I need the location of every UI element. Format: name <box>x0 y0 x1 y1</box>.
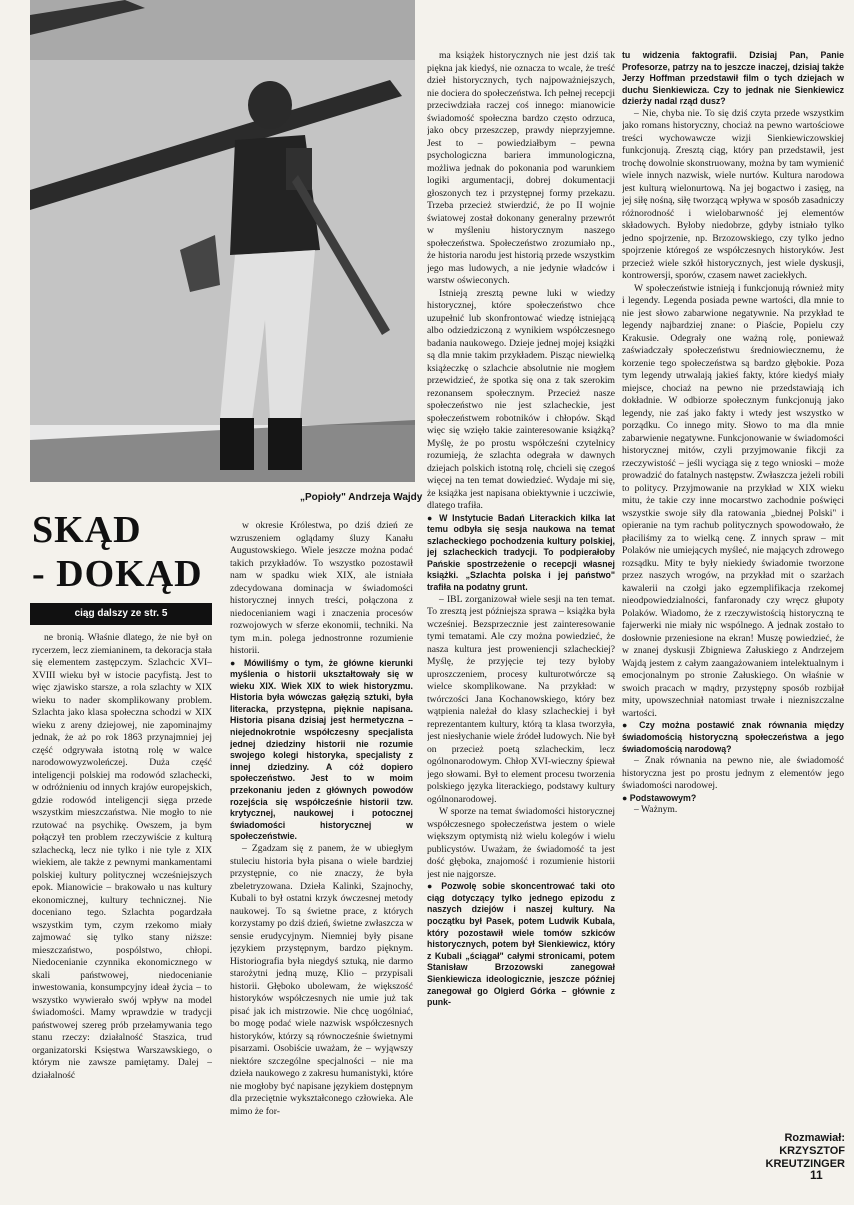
signature-name-1: KRZYSZTOF <box>779 1145 845 1157</box>
article-paragraph: – Zgadzam się z panem, że w ubiegłym stuleciu historia była pisana o wiele bardziej przystępnie, co nie znaczy, że była zbeletryzowana. Dzieła Kalinki, Szajnochy, Kubali to był ostatni krzyk ówczesnej metody naukowej. To są świetne prace, z których korzystamy po dziś dzień, świetne zwłaszcza w sensie erudycyjnym. Niemniej były pisane językiem przystępnym, bardzo pięknym. Historiografia była niegdyś sztuką, nie darmo starożytni jedną muzę, Klio – przypisali historii. Głęboko ubolewam, że większość historyków współczesnych nie umie już tak pisać jak ich mistrzowie. Nie chcę uogólniać, bo mogę podać wiele nazwisk współczesnych historyków, którzy są równocześnie świetnymi pisarzami. Osobiście uważam, że – wyjąwszy niektóre szczególne specjalności – nie ma dzieła naukowego z zakresu humanistyki, które nie mogłoby być napisane językiem dostępnym dla przeciętnie wykształconego człowieka. Ale mimo że for- <box>230 843 413 1117</box>
interview-question: ● Czy można postawić znak równania między świadomością historyczną społeczeństwa a jego świadomością narodową? <box>622 720 844 754</box>
photo-caption: „Popioły" Andrzeja Wajdy <box>300 492 423 503</box>
article-column-3 <box>427 50 615 1202</box>
article-paragraph: W społeczeństwie istnieją i funkcjonują również mity i legendy. Legenda posiada pewne wartości, dla mnie to nie jest słowo zabarwione negatywnie. Na przykład te legendy najbardziej znane: o Piaście, Popielu czy Krakusie. Odegrały one ważną rolę, ponieważ zaświadczały społeczeństwu średniowiecznemu, że korzenie tego społeczeństwa są bardzo głębokie. Poza tym legendy utrwalają jakieś fakty, które kiedyś miały miejsce, chociaż na pewno nie przedstawiają ich dokładnie. W odbiorze społecznym funkcjonują jako legendy, nie zaś jako fakty i wtedy jest wszystko w porządku. Co innego mity. Słowo to ma dla mnie zabarwienie negatywne. Funkcjonowanie w świadomości historycznej mitów, czyli przyjmowanie fikcji za rzeczywistość – jeśli wyciąga się z tego wnioski – może prowadzić do fatalnych następstw. Zwłaszcza jeżeli robili to politycy. Przyjmowanie na przykład w XIX wieku mitu, że takie czy inne mocarstwo zachodnie poświęci wszystkie swoje siły dla ratowania „biednej Polski" i opieranie na tym rachub politycznych spowodowało, że płaciliśmy za to wielką cenę. Z innych spraw – mit Polaków nie umiejących myśleć, nie mających zdrowego rozsądku. Mity te były niekiedy świadomie tworzone przez naszych wrogów, na przykład mit o szarżach kawalerii na czołgi jako egzemplifikacja rzekomej nieodpowiedzialności, fanfaronady czy wręcz głupoty Polaków. Wiadomo, że z rzeczywistością historyczną te fajerwerki nie miały nic wspólnego. A jednak zostało to dosłownie przeniesione na ekran! Muszę powiedzieć, że w znanej dyskusji Zbigniewa Załuskiego z Andrzejem Wajdą jestem z całym zaangażowaniem intelektualnym i emocjonalnym po stronie Załuskiego. On właśnie w swoich pracach w mądry, przystępny sposób rozbijał mity, upowszechniał natomiast trwałe i niezniszczalne wartości. <box>622 282 844 719</box>
interview-question: ● Pozwolę sobie skoncentrować taki oto ciąg dotyczący tylko jednego epizodu z naszych dziejów i naszej kultury. Na początku był Pasek, potem Ludwik Kubala, który pozostawił wiele tomów szkiców historycznych, potem był Sienkiewicz, który z Kubali „ściągał" całymi stronicami, potem Stanisław Brzozowski zanegował Sienkiewicza ideologicznie, jeszcze później zanegował go Olgierd Górka – głównie z punk- <box>427 881 615 1008</box>
interview-question: ● W Instytucie Badań Literackich kilka lat temu odbyła się sesja naukowa na temat szlacheckiego pochodzenia kultury polskiej, jej szlacheckich tradycji. To podpierałoby Pańskie spostrzeżenie o recepcji własnej książki. „Szlachta polska i jej państwo" trafiła na podatny grunt. <box>427 512 615 593</box>
article-paragraph: w okresie Królestwa, po dziś dzień ze wzruszeniem oglądamy śluzy Kanału Augustowskiego. Wiele jeszcze można podać takich przykładów. To wszystko pozostawił nam w spadku wiek XIX, ale istniała zdecydowana dominacja w świadomości historycznej innych treści, połączona z niedocenianiem wagi i znaczenia procesów rozwojowych w sferze ekonomii, techniki. Na tym m.in. polega jednostronne rozumienie historii. <box>230 520 413 656</box>
article-paragraph: – Ważnym. <box>634 804 678 816</box>
article-paragraph: Istnieją zresztą pewne luki w wiedzy historycznej, które społeczeństwo chce uzupełnić lub skonfrontować wiedzę istniejącą albo odziedziczoną z wynikiem współczesnego badania naukowego. Dzieje jednej mojej książki są dla mnie takim przykładem. Pisząc niewielką książeczkę o szlachcie absolutnie nie mogłem przewidzieć, że spotka się ona z tak szerokim rezonansem społecznym. Przecież nasze społeczeństwo nie jest szlacheckie, jest społeczeństwem robotników i chłopów. Skąd więc się wzięło takie zainteresowanie książką? Myślę, że po prostu współcześni czytelnicy rozumieją, że szlachta odegrała w dawnych dziejach polskich istotną rolę, chcieli się czegoś więcej na ten temat dowiedzieć. Wydaje mi się, że książka jest napisana obiektywnie i uczciwie, dlatego trafiła. <box>427 287 615 511</box>
article-headline <box>32 508 203 596</box>
photo-illustration <box>30 0 415 482</box>
article-column-4 <box>622 50 844 1128</box>
interview-question: ● Mówiliśmy o tym, że główne kierunki myślenia o historii ukształtowały się w wieku XIX. Wiek XIX to wiek historyzmu. Historia była wówczas gałęzią sztuki, była literacka, przystępna, pięknie napisana. Historia pisana dzisiaj jest hermetyczna – niejednokrotnie współczesny specjalista jednej dziedziny historii nie rozumie swojego kolegi historyka, specjalisty z innej dziedziny. A cóż dopiero społeczeństwo. Jest to w moim przekonaniu jeden z głównych powodów rozejścia się współcześnie historii tzw. krytycznej, naukowej i potocznej świadomości historycznej w społeczeństwie. <box>230 657 413 842</box>
article-paragraph: ne bronią. Właśnie dlatego, że nie był on rycerzem, lecz ziemianinem, ta dekoracja stała się elementem zastępczym. Szlachcic XVI–XVIII wieku był w istocie pacyfistą. Jest to więc zjawisko starsze, a rola szlachty w XIX wieku to nader skomplikowany problem. Szlachta jako klasa społeczna schodzi w XIX wieku z areny dziejowej, nie zapominajmy jednak, że aż po rok 1863 przynajmniej jej część odgrywała istotną rolę w walce narodowowyzwoleńczej. Duża część inteligencji polskiej ma rodowód szlachecki, w odróżnieniu od innych krajów europejskich, gdzie rodowód inteligencji sięga przede wszystkim mieszczaństwa. Nie mogło to nie rzutować na psychikę. Owszem, ja bym połączył ten problem rzeczywiście z kulturą szlachecką, lecz nie tylko i nie tyle z XIX wiekiem, ale także z pewnymi mankamentami polskiej kultury politycznej wcześniejszych epok. Mianowicie – brakowało u nas kultury ekonomicznej, kultury technicznej. Nie doceniano tego. Szlachta pogardzała wszystkim tym, czym rzekomo miały zajmować się tylko stany niższe: mieszczaństwo, pospólstwo, chłopi. Niedocenianie czynnika ekonomicznego w skali państwowej, niedocenianie inwestowania, konsumpcyjny ideał życia – to wszystko wywierało swój wpływ na model świadomości. Mamy wprawdzie w tradycji państwowej szereg prób przełamywania tego stanu rzeczy: działalność Staszica, trud organizatorski Księstwa Warszawskiego, o którym nie zawsze pamiętamy. Dalej – działalność <box>32 632 212 1081</box>
article-paragraph: – Nie, chyba nie. To się dziś czyta przede wszystkim jako romans historyczny, chociaż na pewno wartościowe treści wychowawcze wizji Sienkiewiczowskiej funkcjonują. Zresztą ciąg, który pan przedstawił, jest trochę dowolnie skonstruowany, można by tam wymienić wiele innych nazwisk, wiele nurtów. Kultura narodowa jest kulturą wielonurtową. Na jej bogactwo i zasięg, na jej siłę nośną, siłę tworzącą wpływa w sposób zasadniczy różnorodność i wielobarwność jej elementów składowych. Byłoby niedobrze, gdyby istniało tylko jedno spojrzenie, np. Brzozowskiego, czy tylko jedno spojrzenie któregoś ze współczesnych historyków. Jest przecież wiele szkół historycznych, jest wiele dyskusji, kontrowersji, sporów, czasem nawet zaciekłych. <box>622 107 844 282</box>
continuation-banner: ciąg dalszy ze str. 5 <box>30 603 212 625</box>
headline-line-2: - DOKĄD <box>32 553 203 595</box>
headline-line-1: SKĄD <box>32 509 142 551</box>
article-column-1 <box>32 632 212 1132</box>
article-paragraph: – IBL zorganizował wiele sesji na ten temat. To zresztą jest późniejsza sprawa – książka była wcześniej. Bezsprzecznie jest zainteresowanie tymi tematami. Ale czy można powiedzieć, że nasza kultura jest proweniencji szlacheckiej? Myślę, że przyjęcie tej tezy byłoby uproszczeniem, procesy kulturotwórcze są wielce skomplikowane. Na przykład: w twórczości Jana Kochanowskiego, który bez wątpienia należał do klasy szlacheckiej i był reprezentantem kultury, którą ta klasa tworzyła, jest niesłychanie wiele źródeł ludowych. Nie był on przecież poetą szlacheckim, lecz ogólnonarodowym. Chłop XVI-wieczny śpiewał jego słowami. Był to element procesu tworzenia polskiego języka literackiego, podstawy kultury ogólnonarodowej. <box>427 593 615 805</box>
signature-name-2: KREUTZINGER <box>765 1158 845 1170</box>
signature-label: Rozmawiał: <box>784 1132 845 1144</box>
film-still-photo <box>30 0 415 482</box>
interviewer-signature <box>700 1132 845 1171</box>
article-column-2 <box>230 520 413 1202</box>
article-paragraph: – Znak równania na pewno nie, ale świadomość historyczna jest po prostu jednym z elementów jego świadomości narodowej. <box>622 755 844 792</box>
interview-question: ● Podstawowym? <box>622 792 697 803</box>
article-paragraph: ma książek historycznych nie jest dziś tak piękna jak kiedyś, nie oznacza to wcale, że treść dzieł historycznych, tych najpoważniejszych, nie dociera do społeczeństwa. Ich pełnej recepcji przeciwdziała raczej coś innego: mianowicie świadomość społeczna bardzo często odrzuca, jako obcy przeszczep, prawdy nieprzyjemne. Jest to – powiedziałbym – pewna psychologiczna bariera immunologiczna, możliwa jednak do pokonania pod warunkiem logiki argumentacji, dobrej dokumentacji głoszonych tez i przystępnej formy przekazu. Trzeba przecież stwierdzić, że po II wojnie światowej został dokonany generalny przewrót w myśleniu historycznym naszego społeczeństwa. Społeczeństwo zrozumiało np., że historia narodu jest historią przede wszystkim jego mas ludowych, a nie jedynie władców i warstw oświeconych. <box>427 50 615 286</box>
article-paragraph: W sporze na temat świadomości historycznej współczesnego społeczeństwa jestem o wiele większym optymistą niż wielu kolegów i wielu publicystów. Uważam, że świadomość ta jest dość głęboka, znajomość i rozumienie historii jest nie najgorsze. <box>427 806 615 880</box>
interview-question: tu widzenia faktografii. Dzisiaj Pan, Panie Profesorze, patrzy na to jeszcze inaczej, dzisiaj także Jerzy Hoffman przedstawił film o tych dziejach w duchu Sienkiewicza. Czy to jednak nie Sienkiewicz dzierży nadal rząd dusz? <box>622 50 844 107</box>
page-number: 11 <box>810 1168 823 1182</box>
